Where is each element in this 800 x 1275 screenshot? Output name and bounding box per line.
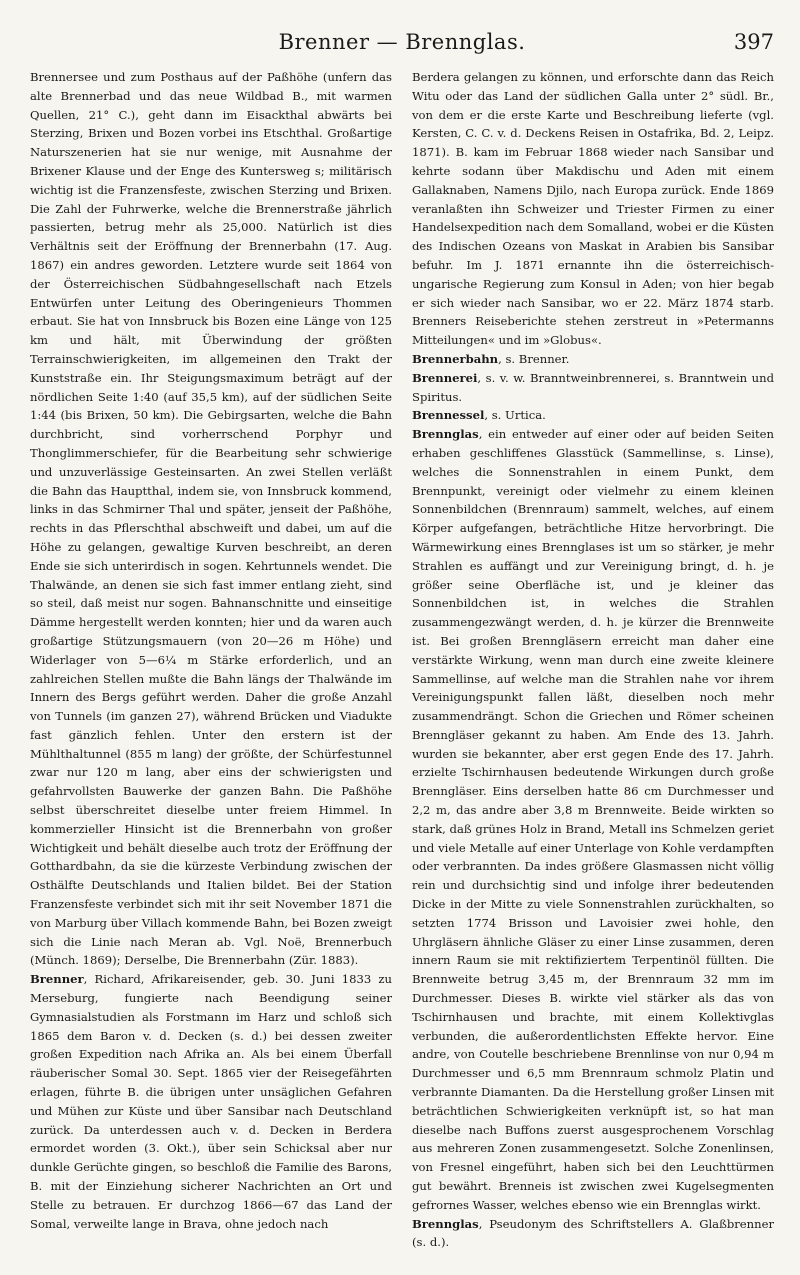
right-column: [412, 68, 774, 1257]
headword: Brennerei: [412, 370, 478, 385]
headword: Brennglas: [412, 1216, 479, 1231]
article-brenner-richard-continued: Berdera gelangen zu können, und erforschte dann das Reich Witu oder das Land der südlichen Galla unter 2° südl. Br., von dem er die erste Karte und Beschreibung lieferte (vgl. Kersten, C. C. v. d. Deckens Reisen in Ostafrika, Bd. 2, Leipz. 1871). B. kam im Februar 1868 wieder nach Sansibar und kehrte sodann über Makdischu und Aden mit einem Gallaknaben, Namens Djilo, nach Europa zurück. Ende 1869 veranlaßten ihn Schweizer und Triester Firmen zu einer Handelsexpedition nach dem Somalland, wobei er die Küsten des Indischen Ozeans von Maskat in Arabien bis Sansibar befuhr. Im J. 1871 ernannte ihn die österreichisch-ungarische Regierung zum Konsul in Aden; von hier begab er sich wieder nach Sansibar, wo er 22. März 1874 starb. Brenners Reiseberichte stehen zerstreut in »Petermanns Mitteilungen« und im »Globus«.: [412, 70, 774, 348]
article-brennglas-pseudonym: Brennglas, Pseudonym des Schriftstellers A. Glaßbrenner (s. d.).: [412, 1216, 774, 1250]
headword: Brennglas: [412, 427, 479, 442]
article-brennglas: Brennglas, ein entweder auf einer oder auf beiden Seiten erhaben geschliffenes Glasstück (Sammellinse, s. Linse), welches die Sonnenstrahlen in einem Punkt, dem Brennpunkt, vereinigt oder vielmehr zu einem kleinen Sonnenbildchen (Brennraum) sammelt, welches, auf einem Körper aufgefangen, beträchtliche Hitze hervorbringt. Die Wärmewirkung eines Brennglases ist um so stärker, je mehr Strahlen es auffängt und zur Vereinigung bringt, d. h. je größer seine Oberfläche ist, und je kleiner das Sonnenbildchen ist, in welches die Strahlen zusammengezwängt werden, d. h. je kürzer die Brennweite ist. Bei großen Brenngläsern erreicht man daher eine verstärkte Wirkung, wenn man durch eine zweite kleinere Sammellinse, auf welche man die Strahlen nahe vor ihrem Vereinigungspunkt fallen läßt, dieselben noch mehr zusammendrängt. Schon die Griechen und Römer scheinen Brenngläser gekannt zu haben. Am Ende des 13. Jahrh. wurden sie bekannter, aber erst gegen Ende des 17. Jahrh. erzielte Tschirnhausen bedeutende Wirkungen durch große Brenngläser. Eins derselben hatte 86 cm Durchmesser und 2,2 m, das andre aber 3,8 m Brennweite. Beide wirkten so stark, daß grünes Holz in Brand, Metall ins Schmelzen geriet und viele Metalle auf einer Unterlage von Kohle verdampften oder verbrannten. Da indes größere Glasmassen nicht völlig rein und durchsichtig sind und infolge ihrer bedeutenden Dicke in der Mitte zu viele Sonnenstrahlen zurückhalten, so setzten 1774 Brisson und Lavoisier zwei hohle, den Uhrgläsern ähnliche Gläser zu einer Linse zusammen, deren innern Raum sie mit rektifiziertem Terpentinöl füllten. Die Brennweite betrug 3,45 m, der Brennraum 32 mm im Durchmesser. Dieses B. wirkte viel stärker als das von Tschirnhausen und brachte, mit einem Kollektivglas verbunden, die außerordentlichsten Effekte hervor. Eine andre, von Coutelle beschriebene Brennlinse von nur 0,94 m Durchmesser und 6,5 mm Brennraum schmolz Platin und verbrannte Diamanten. Da die Herstellung großer Linsen mit beträchtlichen Schwierigkeiten verknüpft ist, so hat man dieselbe nach Buffons zuerst ausgesprochenem Vorschlag aus mehreren Zonen zusammengesetzt. Solche Zonenlinsen, von Fresnel eingeführt, haben sich bei den Leuchttürmen gut bewährt. Brenneis ist zwischen zwei Kugelsegmenten gefrornes Wasser, welches ebenso wie ein Brennglas wirkt.: [412, 427, 774, 1212]
page-title: Brenner — Brennglas.: [278, 30, 526, 54]
article-brennessel: Brennessel, s. Urtica.: [412, 408, 546, 423]
headword: Brenner: [30, 972, 84, 987]
article-brenner-continued: Brennersee und zum Posthaus auf der Paßhöhe (unfern das alte Brennerbad und das neue Wildbad B., mit warmen Quellen, 21° C.), geht dann im Eisackthal abwärts bei Sterzing, Brixen und Bozen vorbei ins Etschthal. Großartige Naturszenerien hat sie nur wenige, mit Ausnahme der Brixener Klause und der Enge des Kuntersweg s; militärisch wichtig ist die Franzensfeste, zwischen Sterzing und Brixen. Die Zahl der Fuhrwerke, welche die Brennerstraße jährlich passierten, betrug mehr als 25,000. Natürlich ist dies Verhältnis seit der Eröffnung der Brennerbahn (17. Aug. 1867) ein andres geworden. Letztere wurde seit 1864 von der Österreichischen Südbahngesellschaft nach Etzels Entwürfen unter Leitung des Oberingenieurs Thommen erbaut. Sie hat von Innsbruck bis Bozen eine Länge von 125 km und hält, mit Überwindung der größten Terrainschwierigkeiten, im allgemeinen den Trakt der Kunststraße ein. Ihr Steigungsmaximum beträgt auf der nördlichen Seite 1:40 (auf 35,5 km), auf der südlichen Seite 1:44 (bis Brixen, 50 km). Die Gebirgsarten, welche die Bahn durchbricht, sind vorherrschend Porphyr und Thonglimmerschiefer, für die Bearbeitung sehr schwierige und unzuverlässige Gesteinsarten. An zwei Stellen verläßt die Bahn das Hauptthal, indem sie, von Innsbruck kommend, links in das Schmirner Thal und später, jenseit der Paßhöhe, rechts in das Pflerschthal abschweift und dabei, um auf die Höhe zu gelangen, gewaltige Kurven beschreibt, an deren Ende sie sich unterirdisch in sogen. Kehrtunnels wendet. Die Thalwände, an denen sie sich fast immer entlang zieht, sind so steil, daß meist nur sogen. Bahnanschnitte und einseitige Dämme hergestellt werden konnten; hier und da waren auch großartige Stützungsmauern (von 20—26 m Höhe) und Widerlager von 5—6¼ m Stärke erforderlich, und an zahlreichen Stellen mußte die Bahn längs der Thalwände im Innern des Bergs geführt werden. Daher die große Anzahl von Tunnels (im ganzen 27), während Brücken und Viadukte fast gänzlich fehlen. Unter den erstern ist der Mühlthaltunnel (855 m lang) der größte, der Schürfestunnel zwar nur 120 m lang, aber eins der schwierigsten und gefahrvollsten Bauwerke der ganzen Bahn. Die Paßhöhe selbst überschreitet dieselbe unter freiem Himmel. In kommerzieller Hinsicht ist die Brennerbahn von großer Wichtigkeit und behält dieselbe auch trotz der Eröffnung der Gotthardbahn, da sie die kürzeste Verbindung zwischen der Osthälfte Deutschlands und Italien bildet. Bei der Station Franzensfeste verbindet sich mit ihr seit November 1871 die von Marburg über Villach kommende Bahn, bei Bozen zweigt sich die Linie nach Meran ab. Vgl. Noë, Brennerbuch (Münch. 1869); Derselbe, Die Brennerbahn (Zür. 1883).: [30, 70, 392, 968]
page-number: 397: [733, 30, 774, 54]
left-column: [30, 68, 392, 1257]
article-brennerei: Brennerei, s. v. w. Branntweinbrennerei, s. Branntwein und Spiritus.: [412, 370, 774, 404]
article-brennerbahn: Brennerbahn, s. Brenner.: [412, 351, 570, 366]
text-columns: [30, 68, 774, 1257]
headword: Brennessel: [412, 408, 485, 423]
running-head: [30, 30, 774, 60]
article-brenner-richard: Brenner, Richard, Afrikareisender, geb. 30. Juni 1833 zu Merseburg, fungierte nach Beendigung seiner Gymnasialstudien als Forstmann im Harz und schloß sich 1865 dem Baron v. d. Decken (s. d.) bei dessen zweiter großen Expedition nach Afrika an. Als bei einem Überfall räuberischer Somal 30. Sept. 1865 vier der Reisegefährten erlagen, führte B. die übrigen unter unsäglichen Gefahren und Mühen zur Küste und über Sansibar nach Deutschland zurück. Da unterdessen auch v. d. Decken in Berdera ermordet worden (3. Okt.), über sein Schicksal aber nur dunkle Gerüchte gingen, so beschloß die Familie des Barons, B. mit der Einziehung sicherer Nachrichten an Ort und Stelle zu betrauen. Er durchzog 1866—67 das Land der Somal, verweilte lange in Brava, ohne jedoch nach: [30, 972, 392, 1231]
headword: Brennerbahn: [412, 351, 499, 366]
